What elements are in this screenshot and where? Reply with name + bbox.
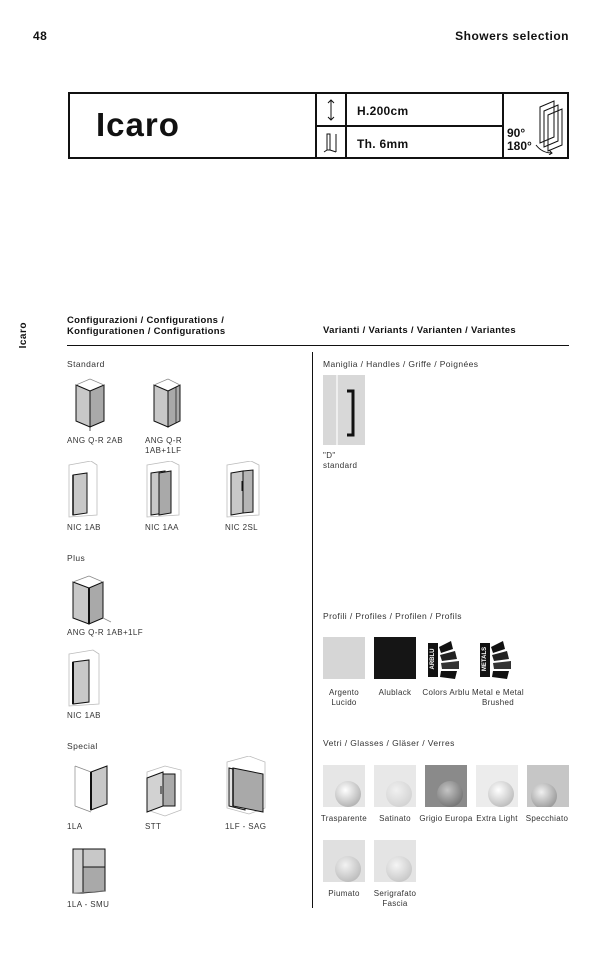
product-title-box	[68, 92, 569, 159]
config-diagram-1la	[67, 760, 113, 818]
glass-swatch-satinato	[374, 765, 416, 807]
divider	[315, 125, 503, 127]
config-label: ANG Q-R 1AB+1LF	[67, 628, 144, 637]
glass-label: Satinato	[379, 814, 411, 823]
angle-180: 180°	[507, 139, 532, 153]
glass-swatch-grigio-europa	[425, 765, 467, 807]
config-diagram-1lf-sag	[225, 756, 269, 818]
d-handle-icon	[323, 375, 365, 445]
handle-name: "D"	[323, 451, 336, 460]
glass-label: Specchiato	[525, 814, 569, 823]
profile-swatch-silver	[323, 637, 365, 679]
handles-title: Maniglia / Handles / Griffe / Poignées	[323, 359, 479, 369]
config-diagram-nic-1aa	[145, 461, 183, 519]
glass-label: Grigio Europa	[419, 814, 473, 823]
config-diagram-ang-1ab1lf	[148, 377, 188, 432]
configurations-heading-line-2: Konfigurationen / Configurations	[67, 326, 226, 337]
column-divider	[312, 352, 313, 908]
glass-swatch-specchiato	[527, 765, 569, 807]
metals-fan-icon	[477, 637, 521, 681]
glass-label: Trasparente	[320, 814, 368, 823]
config-label: ANG Q-R 2AB	[67, 436, 123, 445]
config-label: STT	[145, 822, 162, 831]
glass-swatch-trasparente	[323, 765, 365, 807]
fan-label-metals: METALS	[482, 646, 488, 672]
arblu-colors-fan-icon	[425, 637, 469, 681]
config-diagram-plus-ang	[67, 572, 113, 628]
config-diagram-plus-nic	[67, 648, 103, 708]
product-name: Icaro	[96, 106, 180, 143]
config-label: 1LF - SAG	[225, 822, 267, 831]
thickness-value: Th. 6mm	[357, 137, 409, 151]
angle-90: 90°	[507, 126, 526, 140]
handle-label	[323, 451, 357, 471]
height-value: H.200cm	[357, 104, 409, 118]
handle-image	[323, 375, 365, 445]
profile-label: Metal e Metal Brushed	[472, 688, 524, 707]
glass-label: Serigrafato Fascia	[373, 889, 417, 908]
config-label: 1LA - SMU	[67, 900, 110, 909]
fan-label-arblu: ARBLU	[430, 648, 436, 670]
config-label: NIC 1AB	[67, 711, 101, 720]
configurations-heading-line-1: Configurazioni / Configurations /	[67, 315, 225, 326]
config-label: ANG Q-R 1AB+1LF	[145, 436, 183, 455]
handle-type: standard	[323, 461, 358, 470]
config-label: NIC 1AA	[145, 523, 179, 532]
config-diagram-1la-smu	[67, 845, 113, 897]
config-diagram-ang-2ab	[70, 377, 110, 432]
standard-title: Standard	[67, 359, 105, 369]
glass-swatch-serigrafato-fascia	[374, 840, 416, 882]
side-label: Icaro	[18, 322, 29, 349]
page-number: 48	[33, 29, 48, 43]
profile-label: Argento Lucido	[328, 688, 360, 707]
special-title: Special	[67, 741, 98, 751]
config-diagram-stt	[145, 764, 185, 818]
thickness-icon	[322, 130, 340, 156]
height-icon	[322, 98, 340, 122]
profile-label: Alublack	[378, 688, 412, 697]
section-title: Showers selection	[455, 29, 569, 43]
profile-label: Colors Arblu	[422, 688, 470, 697]
config-label: NIC 2SL	[225, 523, 259, 532]
glass-swatch-extra-light	[476, 765, 518, 807]
variants-heading: Varianti / Variants / Varianten / Variantes	[323, 325, 516, 336]
glass-swatch-piumato	[323, 840, 365, 882]
glass-label: Piumato	[328, 889, 360, 898]
profiles-title: Profili / Profiles / Profilen / Profils	[323, 611, 462, 621]
config-diagram-nic-1ab	[67, 461, 101, 519]
door-opening-icon	[532, 97, 566, 155]
config-label: NIC 1AB	[67, 523, 101, 532]
heading-rule	[67, 345, 569, 346]
config-diagram-nic-2sl	[225, 461, 263, 519]
config-label: 1LA	[67, 822, 83, 831]
configurations-heading	[67, 315, 225, 337]
glass-label: Extra Light	[476, 814, 518, 823]
profile-swatch-black	[374, 637, 416, 679]
glasses-title: Vetri / Glasses / Gläser / Verres	[323, 738, 455, 748]
plus-title: Plus	[67, 553, 86, 563]
